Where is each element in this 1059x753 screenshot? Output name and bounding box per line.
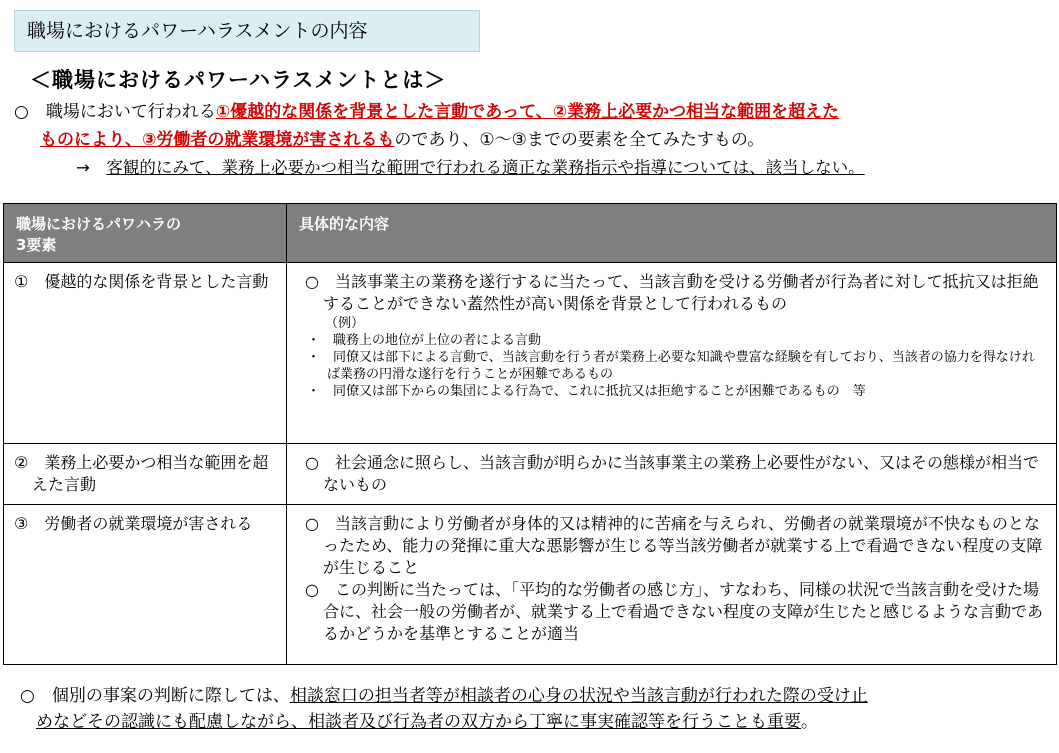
footer-bullet: ○	[20, 686, 35, 706]
example-item: ・ 職務上の地位が上位の者による言動	[307, 333, 542, 348]
intro-text-plain-2: のであり、①～③までの要素を全てみたすもの。	[394, 130, 765, 150]
intro-text-highlight: ①優越的な関係を背景とした言動であって、②業務上必要かつ相当な範囲を超えた	[215, 102, 840, 122]
element-1: ① 優越的な関係を背景とした言動	[4, 263, 287, 444]
footer-underlined-1: 相談窓口の担当者等が相談者の心身の状況や当該言動が行われた際の受け止	[289, 686, 868, 706]
example-item: ・ 同僚又は部下による言動で、当該言動を行う者が業務上必要な知識や豊富な経験を有しており、当該者の協力を得なければ業務の円滑な遂行を行うことが困難であるもの	[307, 350, 1035, 382]
page-title: 職場におけるパワーハラスメントの内容	[14, 10, 480, 52]
footer-end: 。	[801, 712, 818, 732]
example-label: （例）	[325, 316, 365, 331]
content-3-note: ○ この判断に当たっては、「平均的な労働者の感じ方」、すなわち、同様の状況で当該言動を受けた場合に、社会一般の労働者が、就業する上で看過できない程度の支障が生じたと感じるような言動であるかどうかを基準とすることが適当	[305, 580, 1044, 643]
footer-note	[20, 683, 1050, 735]
element-3: ③ 労働者の就業環境が害される	[4, 505, 287, 665]
arrow-icon: →	[76, 158, 90, 177]
content-1	[287, 263, 1057, 444]
content-3-main: ○ 当該言動により労働者が身体的又は精神的に苦痛を与えられ、労働者の就業環境が不快なものとなったため、能力の発揮に重大な悪影響が生じる等当該労働者が就業する上で看過できない程度の支障が生じること	[305, 514, 1043, 577]
content-2: ○ 社会通念に照らし、当該言動が明らかに当該事業主の業務上必要性がない、又はその態様が相当でないもの	[287, 444, 1057, 505]
footer-underlined-2: めなどその認識にも配慮しながら、相談者及び行為者の双方から丁寧に事実確認等を行うことも重要	[36, 712, 801, 732]
header-elements: 職場におけるパワハラの 3要素	[4, 204, 287, 263]
intro-text-highlight-2: ものにより、③労働者の就業環境が害されるも	[40, 130, 395, 150]
content-1-main: ○ 当該事業主の業務を遂行するに当たって、当該言動を受ける労働者が行為者に対して抵抗又は拒絶することができない蓋然性が高い関係を背景として行われるもの	[305, 272, 1039, 313]
table-row	[4, 444, 1057, 505]
intro-paragraph	[14, 98, 1054, 182]
intro-bullet: ○	[14, 102, 29, 122]
intro-note: 客観的にみて、業務上必要かつ相当な範囲で行われる適正な業務指示や指導については、該当しない。	[106, 158, 865, 177]
intro-line-2	[14, 126, 1054, 154]
element-2: ② 業務上必要かつ相当な範囲を超えた言動	[4, 444, 287, 505]
harassment-elements-table	[3, 203, 1057, 665]
content-3	[287, 505, 1057, 665]
intro-line-1	[14, 98, 1054, 126]
intro-note-line	[14, 154, 1054, 182]
header-content: 具体的な内容	[287, 204, 1057, 263]
section-heading: ＜職場におけるパワーハラスメントとは＞	[30, 68, 447, 92]
table-row	[4, 505, 1057, 665]
example-item: ・ 同僚又は部下からの集団による行為で、これに抵抗又は拒絶することが困難であるもの 等	[307, 384, 866, 399]
table-header-row	[4, 204, 1057, 263]
intro-text-plain: 職場において行われる	[28, 102, 216, 122]
footer-text: 個別の事案の判断に際しては、	[34, 686, 290, 706]
table-row	[4, 263, 1057, 444]
